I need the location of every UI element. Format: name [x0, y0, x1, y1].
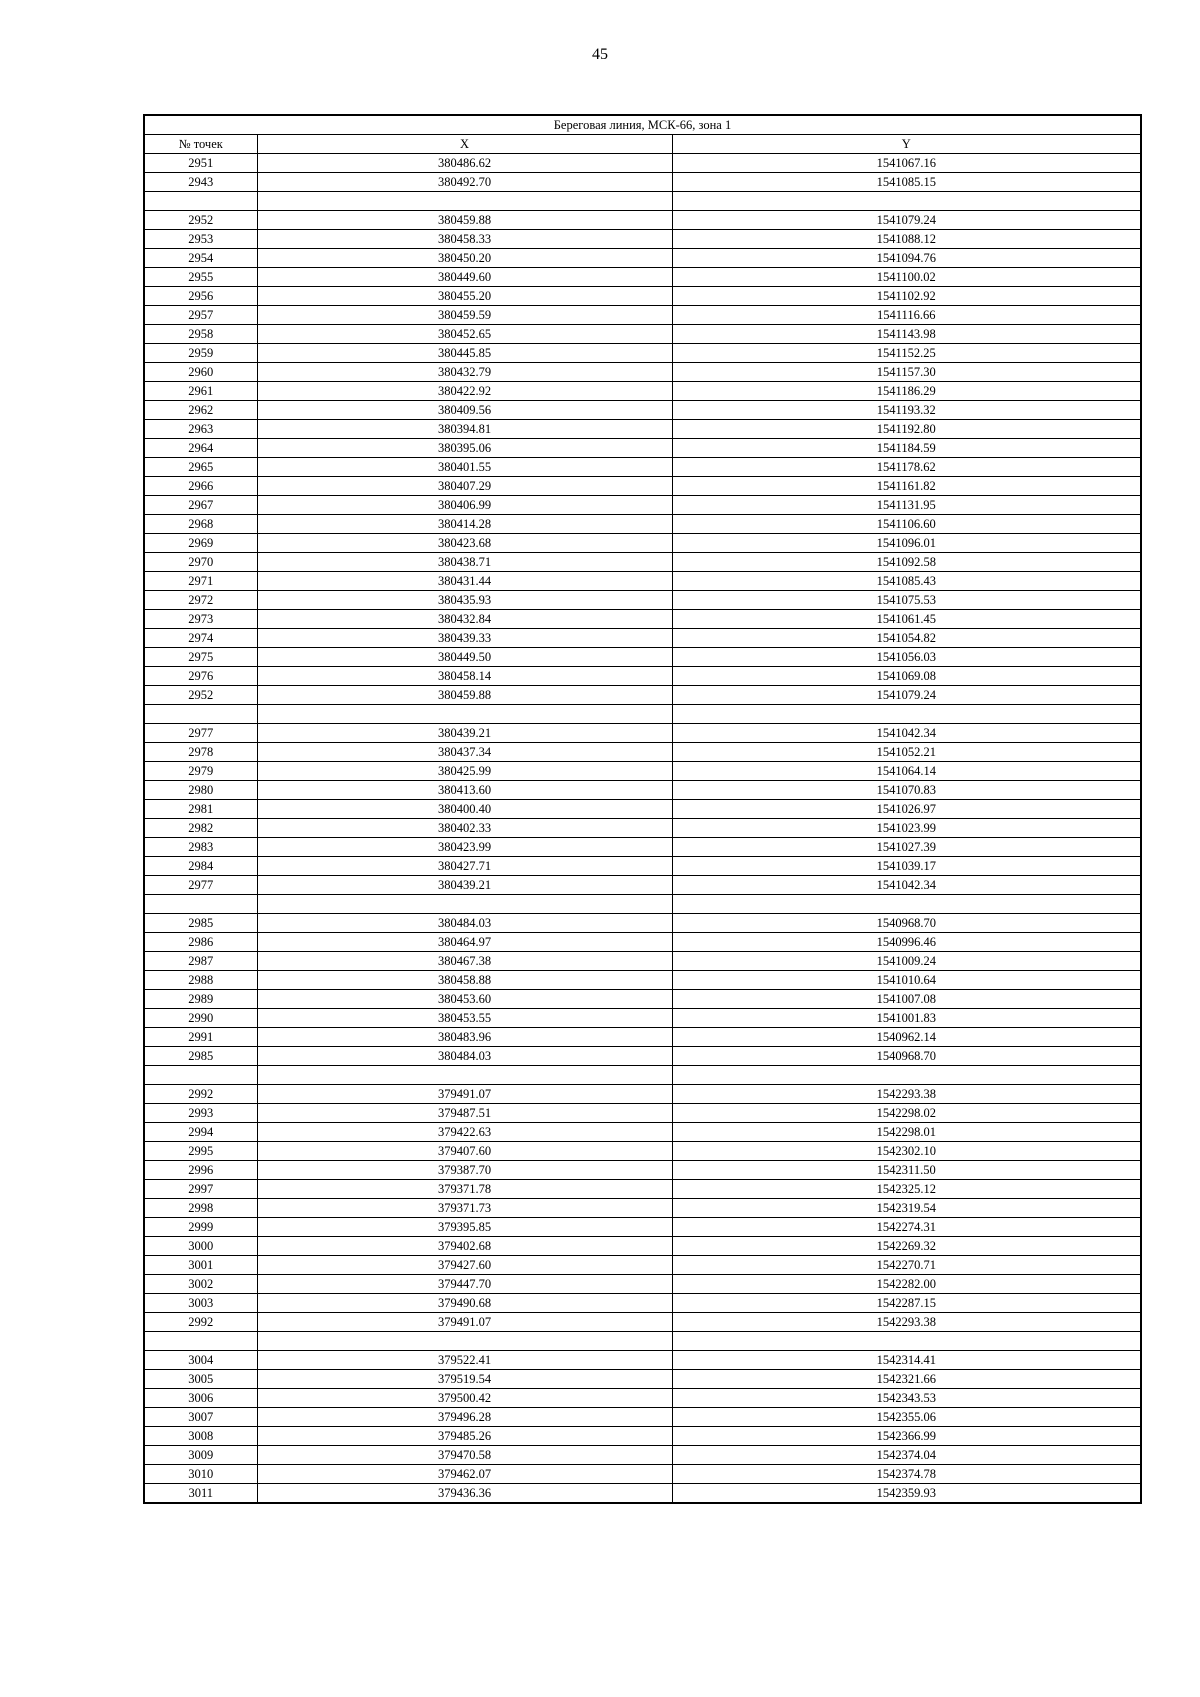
x-coordinate-cell: 380486.62: [257, 154, 672, 173]
x-coordinate-cell: 380459.88: [257, 686, 672, 705]
point-number-cell: 2958: [144, 325, 257, 344]
table-row: [144, 1180, 1141, 1199]
x-coordinate-cell: 379422.63: [257, 1123, 672, 1142]
table-row: [144, 287, 1141, 306]
table-row: [144, 1237, 1141, 1256]
page-number: 45: [592, 46, 608, 63]
point-number-cell: 2954: [144, 249, 257, 268]
table-row: [144, 1028, 1141, 1047]
x-coordinate-cell: 380445.85: [257, 344, 672, 363]
table-row: [144, 192, 1141, 211]
point-number-cell: 2988: [144, 971, 257, 990]
y-coordinate-cell: 1542282.00: [672, 1275, 1141, 1294]
x-coordinate-cell: 379436.36: [257, 1484, 672, 1504]
x-coordinate-cell: 380423.99: [257, 838, 672, 857]
y-coordinate-cell: 1542359.93: [672, 1484, 1141, 1504]
x-coordinate-cell: 380458.14: [257, 667, 672, 686]
point-number-cell: 3000: [144, 1237, 257, 1256]
table-row: [144, 420, 1141, 439]
x-coordinate-cell: 380439.33: [257, 629, 672, 648]
y-coordinate-cell: 1541052.21: [672, 743, 1141, 762]
x-coordinate-cell: 380455.20: [257, 287, 672, 306]
y-coordinate-cell: 1541116.66: [672, 306, 1141, 325]
table-row: [144, 401, 1141, 420]
table-row: [144, 1104, 1141, 1123]
x-coordinate-cell: 380435.93: [257, 591, 672, 610]
y-coordinate-cell: 1542374.78: [672, 1465, 1141, 1484]
table-row: [144, 1389, 1141, 1408]
x-coordinate-cell: 380484.03: [257, 1047, 672, 1066]
point-number-cell: 2959: [144, 344, 257, 363]
y-coordinate-cell: 1541157.30: [672, 363, 1141, 382]
y-coordinate-cell: 1541079.24: [672, 686, 1141, 705]
y-coordinate-cell: 1540996.46: [672, 933, 1141, 952]
y-coordinate-cell: 1541067.16: [672, 154, 1141, 173]
x-coordinate-cell: 380452.65: [257, 325, 672, 344]
point-number-cell: 2963: [144, 420, 257, 439]
x-coordinate-cell: 379470.58: [257, 1446, 672, 1465]
table-row: [144, 819, 1141, 838]
point-number-cell: 2965: [144, 458, 257, 477]
point-number-cell: 2990: [144, 1009, 257, 1028]
point-number-cell: 3007: [144, 1408, 257, 1427]
x-coordinate-cell: [257, 705, 672, 724]
y-coordinate-cell: 1541023.99: [672, 819, 1141, 838]
point-number-cell: 2960: [144, 363, 257, 382]
y-coordinate-cell: [672, 1066, 1141, 1085]
point-number-cell: 3011: [144, 1484, 257, 1504]
y-coordinate-cell: 1541039.17: [672, 857, 1141, 876]
y-coordinate-cell: 1542298.01: [672, 1123, 1141, 1142]
point-number-cell: 2978: [144, 743, 257, 762]
table-row: [144, 572, 1141, 591]
y-coordinate-cell: 1541085.43: [672, 572, 1141, 591]
table-row: [144, 1066, 1141, 1085]
x-coordinate-cell: [257, 1332, 672, 1351]
y-coordinate-cell: 1541056.03: [672, 648, 1141, 667]
table-row: [144, 933, 1141, 952]
point-number-cell: [144, 1066, 257, 1085]
x-coordinate-cell: 380459.59: [257, 306, 672, 325]
y-coordinate-cell: 1542355.06: [672, 1408, 1141, 1427]
y-coordinate-cell: 1541079.24: [672, 211, 1141, 230]
table-row: [144, 1332, 1141, 1351]
point-number-cell: 2996: [144, 1161, 257, 1180]
x-coordinate-cell: 379402.68: [257, 1237, 672, 1256]
x-coordinate-cell: 380492.70: [257, 173, 672, 192]
y-coordinate-cell: 1540968.70: [672, 1047, 1141, 1066]
table-row: [144, 1142, 1141, 1161]
table-row: [144, 534, 1141, 553]
table-row: [144, 800, 1141, 819]
x-coordinate-cell: 380439.21: [257, 724, 672, 743]
y-coordinate-cell: 1541054.82: [672, 629, 1141, 648]
point-number-cell: 2964: [144, 439, 257, 458]
y-coordinate-cell: 1541100.02: [672, 268, 1141, 287]
y-coordinate-cell: 1542343.53: [672, 1389, 1141, 1408]
y-coordinate-cell: [672, 705, 1141, 724]
table-row: [144, 173, 1141, 192]
y-coordinate-cell: [672, 895, 1141, 914]
point-number-cell: 2957: [144, 306, 257, 325]
x-coordinate-cell: 379485.26: [257, 1427, 672, 1446]
x-coordinate-cell: 380409.56: [257, 401, 672, 420]
table-row: [144, 1047, 1141, 1066]
x-coordinate-cell: 380453.60: [257, 990, 672, 1009]
y-coordinate-cell: 1542311.50: [672, 1161, 1141, 1180]
table-row: [144, 382, 1141, 401]
point-number-cell: 2952: [144, 686, 257, 705]
y-coordinate-cell: 1541106.60: [672, 515, 1141, 534]
y-coordinate-cell: 1540962.14: [672, 1028, 1141, 1047]
table-row: [144, 1275, 1141, 1294]
y-coordinate-cell: 1541192.80: [672, 420, 1141, 439]
point-number-cell: 3005: [144, 1370, 257, 1389]
point-number-cell: 2961: [144, 382, 257, 401]
table-row: [144, 667, 1141, 686]
x-coordinate-cell: 379371.78: [257, 1180, 672, 1199]
y-coordinate-cell: 1542269.32: [672, 1237, 1141, 1256]
x-coordinate-cell: 380395.06: [257, 439, 672, 458]
x-coordinate-cell: 380458.33: [257, 230, 672, 249]
x-coordinate-cell: 380422.92: [257, 382, 672, 401]
y-coordinate-cell: 1541027.39: [672, 838, 1141, 857]
y-coordinate-cell: 1542298.02: [672, 1104, 1141, 1123]
table-row: [144, 515, 1141, 534]
point-number-cell: 2976: [144, 667, 257, 686]
table-row: [144, 306, 1141, 325]
point-number-cell: [144, 1332, 257, 1351]
table-body: [144, 154, 1141, 1504]
point-number-cell: 2956: [144, 287, 257, 306]
point-number-cell: 2984: [144, 857, 257, 876]
table-row: [144, 1427, 1141, 1446]
x-coordinate-cell: 380449.60: [257, 268, 672, 287]
point-number-cell: 2986: [144, 933, 257, 952]
y-coordinate-cell: 1542287.15: [672, 1294, 1141, 1313]
point-number-cell: 2969: [144, 534, 257, 553]
point-number-cell: 3008: [144, 1427, 257, 1446]
x-coordinate-cell: 380423.68: [257, 534, 672, 553]
x-coordinate-cell: 380458.88: [257, 971, 672, 990]
y-coordinate-cell: 1541042.34: [672, 724, 1141, 743]
point-number-cell: 3001: [144, 1256, 257, 1275]
table-row: [144, 952, 1141, 971]
point-number-cell: 3004: [144, 1351, 257, 1370]
y-coordinate-cell: 1541007.08: [672, 990, 1141, 1009]
y-coordinate-cell: 1541152.25: [672, 344, 1141, 363]
point-number-cell: 2980: [144, 781, 257, 800]
x-coordinate-cell: 379462.07: [257, 1465, 672, 1484]
table-row: [144, 990, 1141, 1009]
x-coordinate-cell: 380413.60: [257, 781, 672, 800]
point-number-cell: 2953: [144, 230, 257, 249]
y-coordinate-cell: 1542293.38: [672, 1085, 1141, 1104]
y-coordinate-cell: 1541042.34: [672, 876, 1141, 895]
y-coordinate-cell: 1542374.04: [672, 1446, 1141, 1465]
point-number-cell: 2992: [144, 1313, 257, 1332]
point-number-cell: 2999: [144, 1218, 257, 1237]
table-row: [144, 553, 1141, 572]
y-coordinate-cell: 1541094.76: [672, 249, 1141, 268]
table-row: [144, 838, 1141, 857]
x-coordinate-cell: [257, 192, 672, 211]
y-coordinate-cell: 1540968.70: [672, 914, 1141, 933]
y-coordinate-cell: 1541131.95: [672, 496, 1141, 515]
table-row: [144, 1256, 1141, 1275]
column-header-y: Y: [672, 135, 1141, 154]
x-coordinate-cell: 379387.70: [257, 1161, 672, 1180]
x-coordinate-cell: 380437.34: [257, 743, 672, 762]
x-coordinate-cell: 380414.28: [257, 515, 672, 534]
y-coordinate-cell: 1541070.83: [672, 781, 1141, 800]
column-header-x: X: [257, 135, 672, 154]
point-number-cell: 2973: [144, 610, 257, 629]
point-number-cell: 2989: [144, 990, 257, 1009]
y-coordinate-cell: 1542314.41: [672, 1351, 1141, 1370]
point-number-cell: 2982: [144, 819, 257, 838]
table-row: [144, 762, 1141, 781]
table-row: [144, 477, 1141, 496]
point-number-cell: 2995: [144, 1142, 257, 1161]
table-row: [144, 724, 1141, 743]
table-row: [144, 325, 1141, 344]
x-coordinate-cell: 380439.21: [257, 876, 672, 895]
y-coordinate-cell: 1541102.92: [672, 287, 1141, 306]
point-number-cell: 2983: [144, 838, 257, 857]
y-coordinate-cell: 1541001.83: [672, 1009, 1141, 1028]
x-coordinate-cell: 380449.50: [257, 648, 672, 667]
y-coordinate-cell: 1541088.12: [672, 230, 1141, 249]
point-number-cell: 2974: [144, 629, 257, 648]
point-number-cell: 3006: [144, 1389, 257, 1408]
x-coordinate-cell: 379490.68: [257, 1294, 672, 1313]
table-row: [144, 1370, 1141, 1389]
point-number-cell: 2970: [144, 553, 257, 572]
y-coordinate-cell: 1542274.31: [672, 1218, 1141, 1237]
table-row: [144, 249, 1141, 268]
y-coordinate-cell: 1542302.10: [672, 1142, 1141, 1161]
x-coordinate-cell: 380394.81: [257, 420, 672, 439]
x-coordinate-cell: 379500.42: [257, 1389, 672, 1408]
table-row: [144, 1313, 1141, 1332]
point-number-cell: 2979: [144, 762, 257, 781]
table-row: [144, 1484, 1141, 1504]
x-coordinate-cell: 380467.38: [257, 952, 672, 971]
table-row: [144, 344, 1141, 363]
table-row: [144, 743, 1141, 762]
x-coordinate-cell: 380431.44: [257, 572, 672, 591]
y-coordinate-cell: 1541061.45: [672, 610, 1141, 629]
table-row: [144, 1408, 1141, 1427]
y-coordinate-cell: 1541161.82: [672, 477, 1141, 496]
x-coordinate-cell: 380453.55: [257, 1009, 672, 1028]
point-number-cell: 2985: [144, 914, 257, 933]
y-coordinate-cell: 1541186.29: [672, 382, 1141, 401]
table-row: [144, 439, 1141, 458]
y-coordinate-cell: 1542366.99: [672, 1427, 1141, 1446]
table-row: [144, 1199, 1141, 1218]
x-coordinate-cell: 379395.85: [257, 1218, 672, 1237]
table-row: [144, 1161, 1141, 1180]
point-number-cell: 2971: [144, 572, 257, 591]
point-number-cell: 2985: [144, 1047, 257, 1066]
table-title: Береговая линия, МСК-66, зона 1: [144, 115, 1141, 135]
x-coordinate-cell: 380464.97: [257, 933, 672, 952]
x-coordinate-cell: 380432.84: [257, 610, 672, 629]
x-coordinate-cell: [257, 895, 672, 914]
x-coordinate-cell: 379519.54: [257, 1370, 672, 1389]
x-coordinate-cell: 379491.07: [257, 1313, 672, 1332]
table-row: [144, 1218, 1141, 1237]
y-coordinate-cell: 1541069.08: [672, 667, 1141, 686]
table-row: [144, 1009, 1141, 1028]
column-header-point-number: № точек: [144, 135, 257, 154]
y-coordinate-cell: 1541178.62: [672, 458, 1141, 477]
point-number-cell: 2998: [144, 1199, 257, 1218]
table-row: [144, 705, 1141, 724]
table-row: [144, 1294, 1141, 1313]
point-number-cell: 2981: [144, 800, 257, 819]
x-coordinate-cell: 380438.71: [257, 553, 672, 572]
point-number-cell: 2972: [144, 591, 257, 610]
table-row: [144, 1351, 1141, 1370]
table-row: [144, 268, 1141, 287]
x-coordinate-cell: 380427.71: [257, 857, 672, 876]
point-number-cell: [144, 895, 257, 914]
y-coordinate-cell: 1541184.59: [672, 439, 1141, 458]
point-number-cell: 2997: [144, 1180, 257, 1199]
table-row: [144, 363, 1141, 382]
y-coordinate-cell: 1541010.64: [672, 971, 1141, 990]
point-number-cell: 2955: [144, 268, 257, 287]
y-coordinate-cell: 1542321.66: [672, 1370, 1141, 1389]
y-coordinate-cell: [672, 192, 1141, 211]
table-row: [144, 458, 1141, 477]
point-number-cell: 2962: [144, 401, 257, 420]
table-row: [144, 876, 1141, 895]
x-coordinate-cell: 379447.70: [257, 1275, 672, 1294]
point-number-cell: 2977: [144, 876, 257, 895]
point-number-cell: 2943: [144, 173, 257, 192]
table-row: [144, 781, 1141, 800]
x-coordinate-cell: 380402.33: [257, 819, 672, 838]
table-row: [144, 648, 1141, 667]
point-number-cell: 2967: [144, 496, 257, 515]
y-coordinate-cell: 1541075.53: [672, 591, 1141, 610]
x-coordinate-cell: 380400.40: [257, 800, 672, 819]
table-row: [144, 895, 1141, 914]
y-coordinate-cell: 1541092.58: [672, 553, 1141, 572]
x-coordinate-cell: 380432.79: [257, 363, 672, 382]
point-number-cell: 2952: [144, 211, 257, 230]
table-row: [144, 591, 1141, 610]
x-coordinate-cell: 380483.96: [257, 1028, 672, 1047]
y-coordinate-cell: 1542293.38: [672, 1313, 1141, 1332]
table-row: [144, 1446, 1141, 1465]
x-coordinate-cell: 379407.60: [257, 1142, 672, 1161]
point-number-cell: 2992: [144, 1085, 257, 1104]
x-coordinate-cell: 379496.28: [257, 1408, 672, 1427]
y-coordinate-cell: 1542270.71: [672, 1256, 1141, 1275]
table-row: [144, 857, 1141, 876]
table-row: [144, 914, 1141, 933]
point-number-cell: 2968: [144, 515, 257, 534]
x-coordinate-cell: 379522.41: [257, 1351, 672, 1370]
table-row: [144, 686, 1141, 705]
point-number-cell: 3010: [144, 1465, 257, 1484]
table-row: [144, 211, 1141, 230]
point-number-cell: 2977: [144, 724, 257, 743]
x-coordinate-cell: 379487.51: [257, 1104, 672, 1123]
point-number-cell: 2994: [144, 1123, 257, 1142]
y-coordinate-cell: 1541193.32: [672, 401, 1141, 420]
x-coordinate-cell: 379491.07: [257, 1085, 672, 1104]
point-number-cell: 3009: [144, 1446, 257, 1465]
table-row: [144, 1123, 1141, 1142]
point-number-cell: [144, 192, 257, 211]
table-row: [144, 610, 1141, 629]
point-number-cell: 2951: [144, 154, 257, 173]
y-coordinate-cell: 1542319.54: [672, 1199, 1141, 1218]
x-coordinate-cell: 380450.20: [257, 249, 672, 268]
x-coordinate-cell: 379427.60: [257, 1256, 672, 1275]
table-row: [144, 1465, 1141, 1484]
y-coordinate-cell: 1541143.98: [672, 325, 1141, 344]
point-number-cell: [144, 705, 257, 724]
y-coordinate-cell: 1542325.12: [672, 1180, 1141, 1199]
table-row: [144, 496, 1141, 515]
coordinates-table: [143, 114, 1142, 1504]
point-number-cell: 3003: [144, 1294, 257, 1313]
x-coordinate-cell: 380425.99: [257, 762, 672, 781]
y-coordinate-cell: 1541009.24: [672, 952, 1141, 971]
x-coordinate-cell: 380407.29: [257, 477, 672, 496]
y-coordinate-cell: 1541064.14: [672, 762, 1141, 781]
point-number-cell: 2991: [144, 1028, 257, 1047]
x-coordinate-cell: 380459.88: [257, 211, 672, 230]
point-number-cell: 3002: [144, 1275, 257, 1294]
table-row: [144, 1085, 1141, 1104]
table-row: [144, 629, 1141, 648]
y-coordinate-cell: 1541085.15: [672, 173, 1141, 192]
table-row: [144, 971, 1141, 990]
y-coordinate-cell: 1541026.97: [672, 800, 1141, 819]
point-number-cell: 2975: [144, 648, 257, 667]
x-coordinate-cell: 380484.03: [257, 914, 672, 933]
x-coordinate-cell: 380406.99: [257, 496, 672, 515]
table-row: [144, 154, 1141, 173]
y-coordinate-cell: [672, 1332, 1141, 1351]
point-number-cell: 2993: [144, 1104, 257, 1123]
point-number-cell: 2966: [144, 477, 257, 496]
point-number-cell: 2987: [144, 952, 257, 971]
x-coordinate-cell: [257, 1066, 672, 1085]
y-coordinate-cell: 1541096.01: [672, 534, 1141, 553]
table-row: [144, 230, 1141, 249]
x-coordinate-cell: 379371.73: [257, 1199, 672, 1218]
x-coordinate-cell: 380401.55: [257, 458, 672, 477]
